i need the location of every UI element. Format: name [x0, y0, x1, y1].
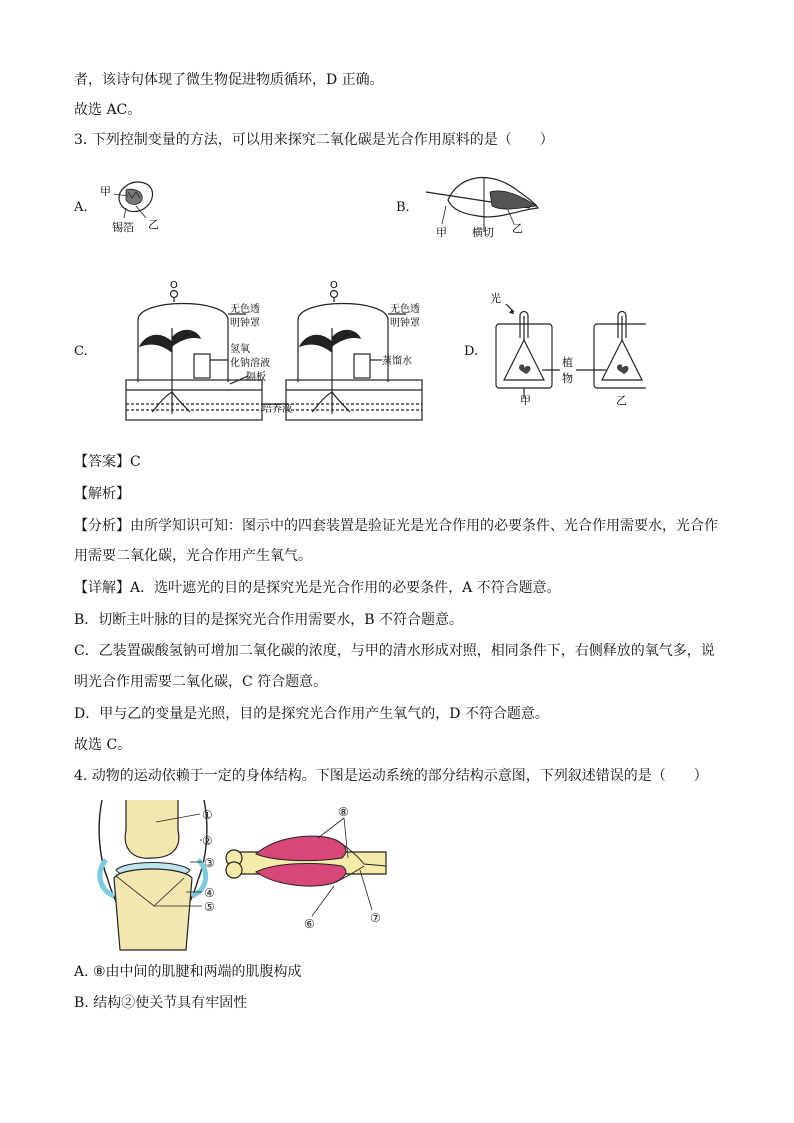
detail-b: B．切断主叶脉的目的是探究光合作用需要水，B 不符合题意。 [74, 612, 464, 628]
label-yi: 乙 [512, 222, 523, 235]
analysis-heading: 【解析】 [74, 486, 130, 502]
label-bell: 无色透 [230, 304, 260, 315]
label-culture: 培养液 [262, 404, 292, 415]
label-light: 光 [490, 292, 501, 305]
label-bell: 明钟罩 [390, 318, 420, 329]
label-naoh: 氢氧 [230, 344, 250, 355]
analysis-line: 用需要二氧化碳，光合作用产生氧气。 [74, 548, 312, 564]
option-b: B. 结构②使关节具有牢固性 [74, 995, 248, 1011]
text-line: 故选 C。 [74, 737, 132, 753]
label-6: ⑥ [304, 917, 315, 931]
question-4: 4. 动物的运动依赖于一定的身体结构。下图是运动系统的部分结构示意图，下列叙述错误的是（ ） [74, 768, 708, 784]
label-8: ⑧ [338, 805, 349, 819]
figure-joint-muscle [86, 800, 416, 952]
label-bell: 明钟罩 [230, 318, 260, 329]
label-naoh: 化钠溶液 [230, 358, 270, 369]
label-3: ③ [204, 856, 215, 870]
label-yi: 乙 [616, 394, 627, 407]
question-3: 3. 下列控制变量的方法，可以用来探究二氧化碳是光合作用原料的是（ ） [74, 132, 554, 148]
label-4: ④ [204, 886, 215, 900]
label-jia: 甲 [520, 394, 531, 407]
option-c-label: C. [74, 344, 88, 359]
label-cut: 横切 [472, 226, 494, 239]
text-line: 故选 AC。 [74, 102, 142, 118]
option-a-label: A. [74, 200, 88, 215]
text-line: 者，该诗句体现了微生物促进物质循环，D 正确。 [74, 72, 384, 88]
label-plant: 物 [562, 372, 573, 385]
figure-c-bell-jars [118, 280, 448, 430]
figure-b-leaf-cut [418, 170, 548, 242]
label-water: 蒸馏水 [382, 356, 412, 367]
detail-c: C．乙装置碳酸氢钠可增加二氧化碳的浓度，与甲的清水形成对照，相同条件下，右侧释放的氧气多，说 [74, 643, 715, 659]
label-5: ⑤ [204, 900, 215, 914]
label-jia: 甲 [100, 185, 111, 198]
label-2: ② [202, 834, 213, 848]
label-7: ⑦ [370, 911, 381, 925]
label-jia: 甲 [436, 226, 447, 239]
label-plate: 隔板 [246, 372, 266, 383]
label-foil: 锡箔 [112, 221, 134, 234]
figure-d-beakers [486, 290, 646, 408]
label-1: ① [202, 808, 213, 822]
figure-a-leaf-foil [96, 176, 176, 238]
label-bell: 无色透 [390, 304, 420, 315]
answer: 【答案】C [74, 454, 141, 470]
label-yi: 乙 [148, 218, 159, 231]
label-o: O [170, 280, 178, 291]
detail-a: 【详解】A．选叶遮光的目的是探究光是光合作用的必要条件，A 不符合题意。 [74, 580, 561, 596]
detail-d: D．甲与乙的变量是光照，目的是探究光合作用产生氧气的，D 不符合题意。 [74, 706, 549, 722]
detail-c: 明光合作用需要二氧化碳，C 符合题意。 [74, 674, 328, 690]
analysis-line: 【分析】由所学知识可知：图示中的四套装置是验证光是光合作用的必要条件、光合作用需要水，光合作 [74, 518, 718, 534]
option-b-label: B. [396, 200, 410, 215]
option-d-label: D. [464, 344, 479, 359]
label-plant: 植 [562, 356, 573, 369]
option-a: A. ⑧由中间的肌腱和两端的肌腹构成 [74, 964, 302, 980]
label-o: O [330, 280, 338, 291]
